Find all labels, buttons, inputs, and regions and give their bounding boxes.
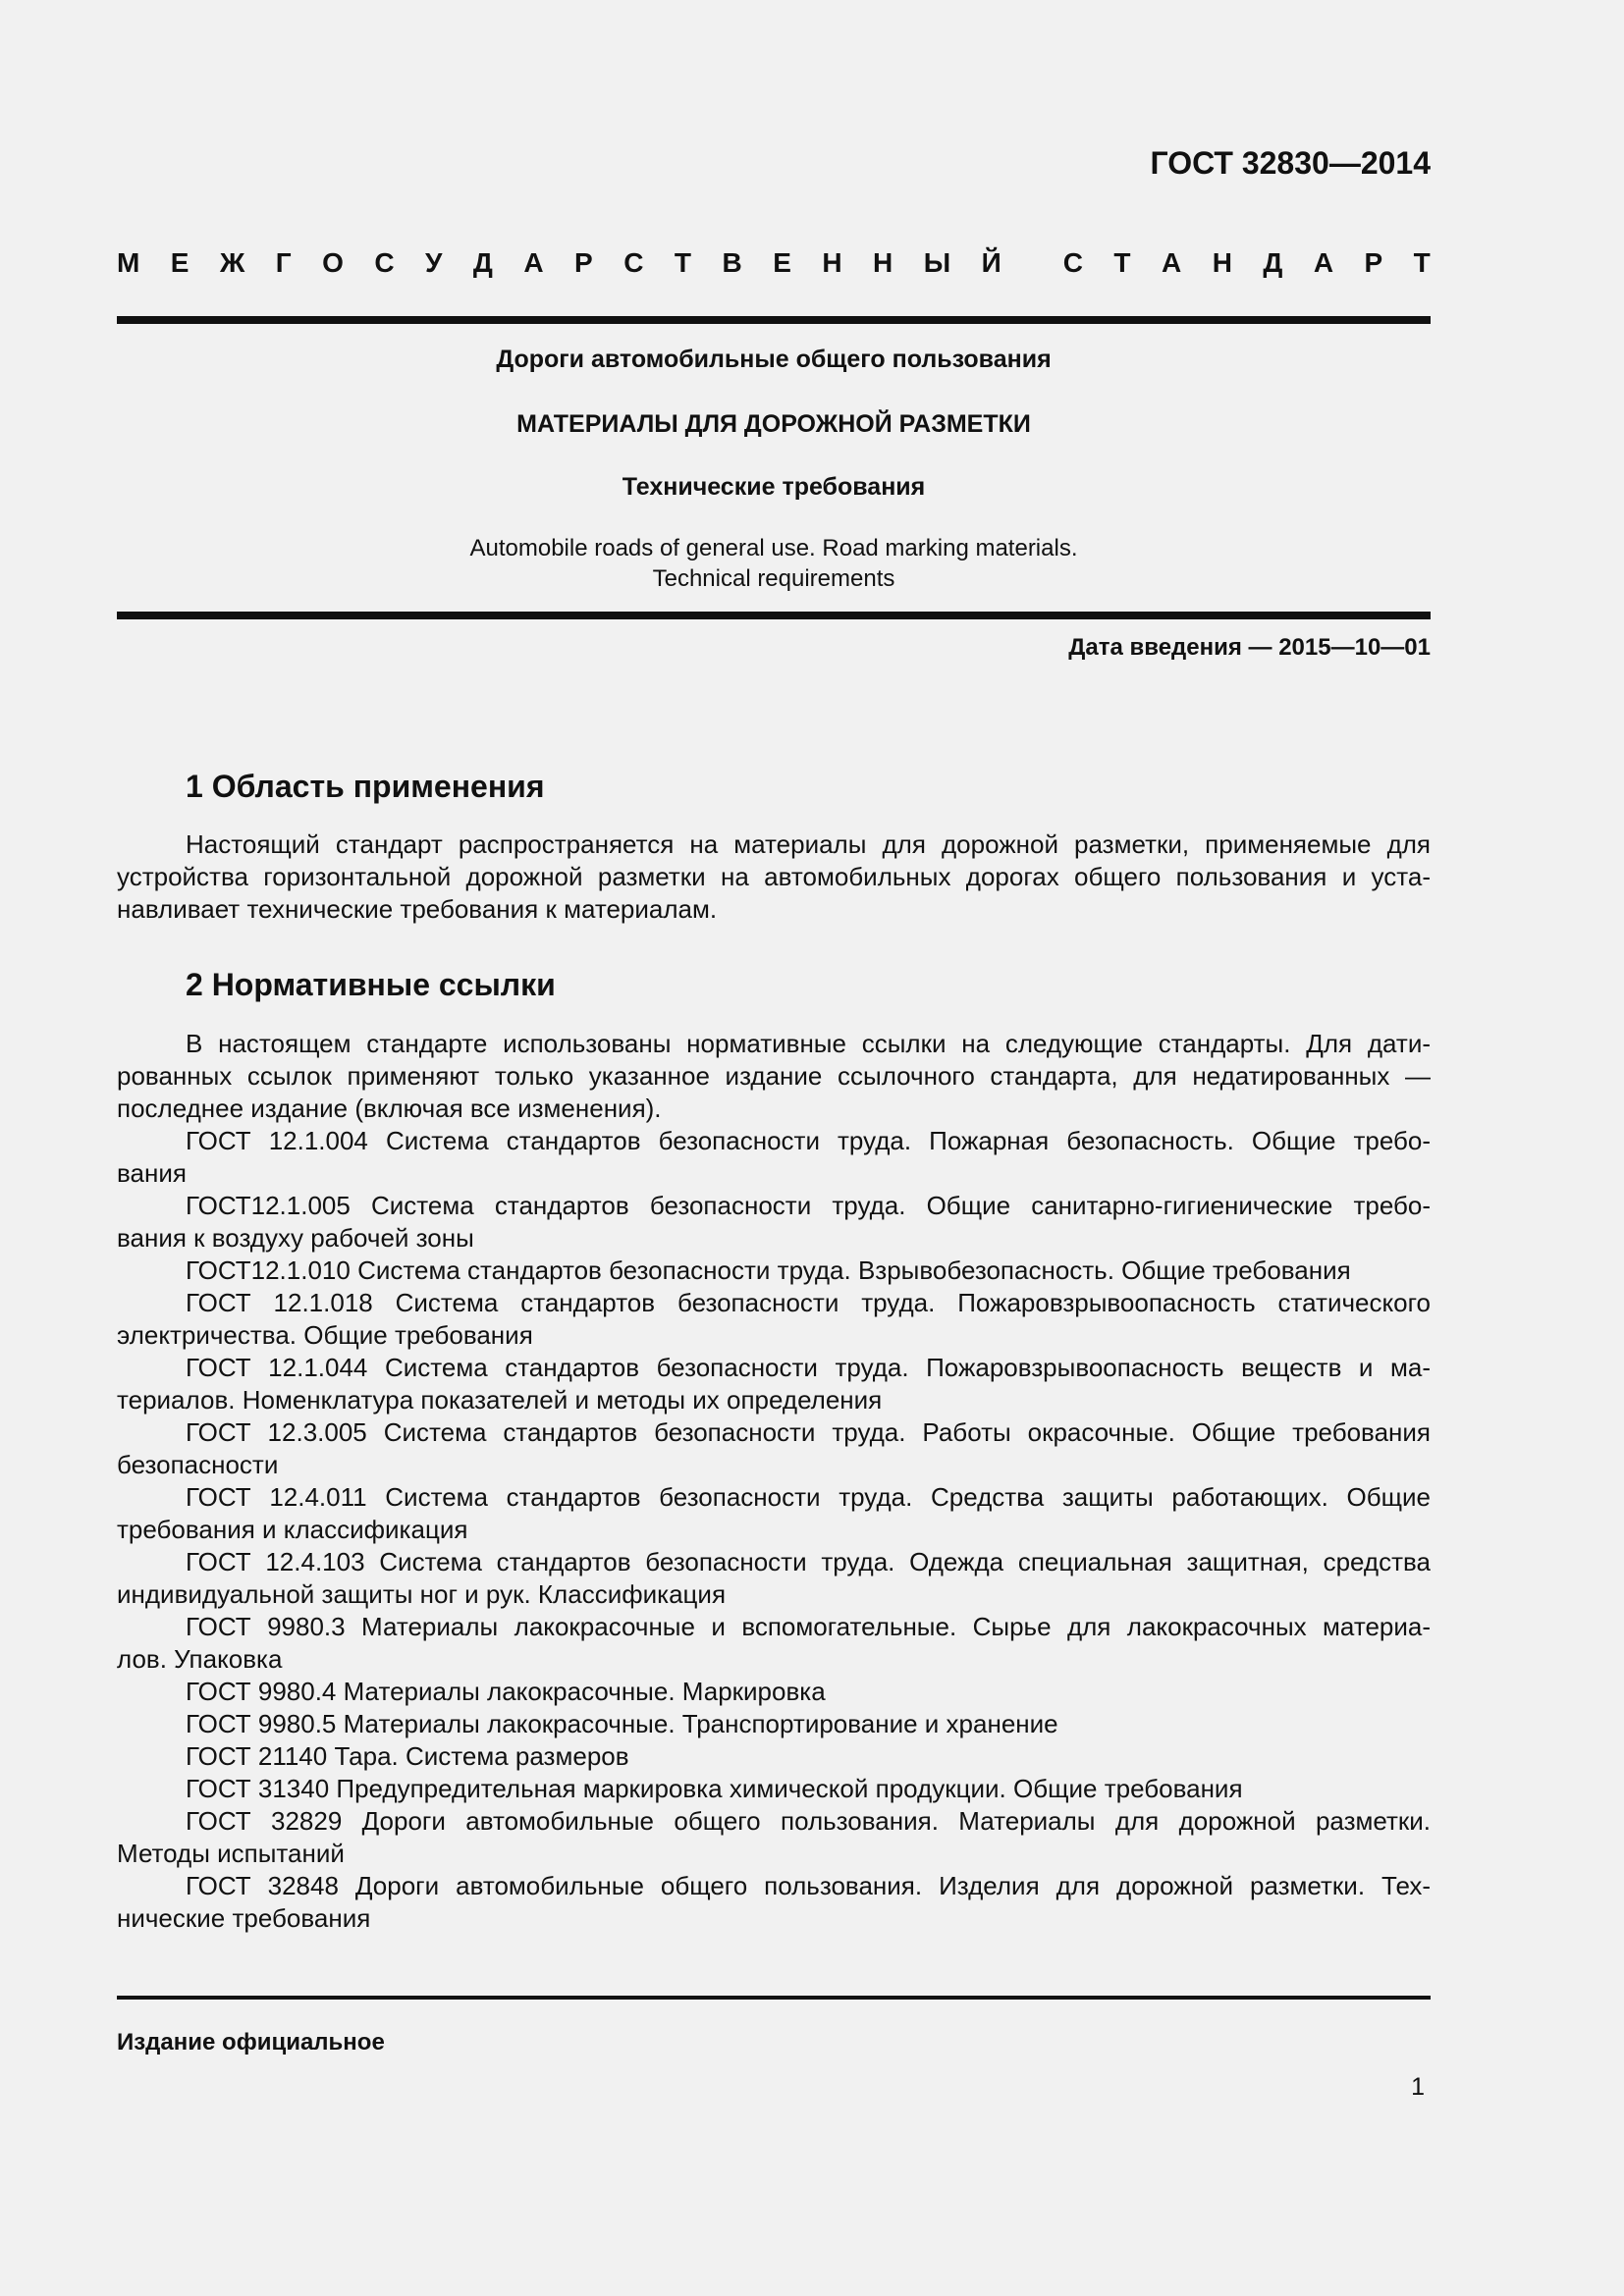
title-main: МАТЕРИАЛЫ ДЛЯ ДОРОЖНОЙ РАЗМЕТКИ: [516, 410, 1031, 438]
section-1-body: [117, 828, 1431, 926]
document-code: ГОСТ 32830—2014: [1150, 145, 1431, 181]
reference-line: ГОСТ 32829 Дороги автомобильные общего пользования. Материалы для дорожной разметки.: [186, 1806, 1431, 1836]
standard-type-letter: Е: [773, 247, 791, 278]
standard-type-letter: С: [374, 247, 395, 278]
standard-type-letter: А: [1313, 247, 1334, 278]
standard-type-letter: Р: [1364, 247, 1383, 278]
footer-rule: [117, 1996, 1431, 2000]
official-edition-note: Издание официальное: [117, 2029, 385, 2056]
standard-type-letter: В: [722, 247, 742, 278]
title-english: [117, 533, 1431, 594]
standard-type-letter: О: [322, 247, 344, 278]
standard-type-letter: Н: [1212, 247, 1232, 278]
title-english-line: Automobile roads of general use. Road marking materials.: [469, 535, 1078, 561]
standard-type-letter: Ж: [219, 247, 245, 278]
reference-line: ГОСТ12.1.010 Система стандартов безопасности труда. Взрывобезопасность. Общие требования: [186, 1255, 1351, 1285]
text-line: последнее издание (включая все изменения).: [117, 1094, 662, 1123]
reference-line: ГОСТ 12.1.018 Система стандартов безопасности труда. Пожаровзрывоопасность статического: [186, 1288, 1431, 1317]
standard-type-letter: Д: [1263, 247, 1283, 278]
text-line: рованных ссылок применяют только указанное издание ссылочного стандарта, для недатированных —: [117, 1061, 1431, 1091]
title-english-line: Technical requirements: [652, 565, 895, 592]
text-line: навливает технические требования к материалам.: [117, 894, 718, 924]
reference-line: электричества. Общие требования: [117, 1320, 533, 1350]
standard-type-letter: Н: [873, 247, 893, 278]
reference-line: ГОСТ 32848 Дороги автомобильные общего пользования. Изделия для дорожной разметки. Тех-: [186, 1871, 1431, 1900]
standard-type-letter: Й: [981, 247, 1001, 278]
text-line: В настоящем стандарте использованы нормативные ссылки на следующие стандарты. Для дати-: [186, 1029, 1431, 1058]
text-line: устройства горизонтальной дорожной разметки на автомобильных дорогах общего пользования и уста-: [117, 862, 1431, 891]
standard-type-letter: Д: [472, 247, 493, 278]
reference-line: ГОСТ 9980.4 Материалы лакокрасочные. Маркировка: [186, 1677, 826, 1706]
reference-line: безопасности: [117, 1450, 279, 1479]
reference-line: ГОСТ 12.1.044 Система стандартов безопасности труда. Пожаровзрывоопасность веществ и ма-: [186, 1353, 1431, 1382]
standard-type-letter: Г: [275, 247, 292, 278]
reference-line: ГОСТ 12.4.011 Система стандартов безопасности труда. Средства защиты работающих. Общие: [186, 1482, 1431, 1512]
reference-line: вания: [117, 1158, 187, 1188]
reference-line: ГОСТ 21140 Тара. Система размеров: [186, 1741, 629, 1771]
header-rule-bottom: [117, 612, 1431, 619]
standard-type-letter: Ы: [923, 247, 951, 278]
reference-line: ГОСТ 31340 Предупредительная маркировка химической продукции. Общие требования: [186, 1774, 1243, 1803]
standard-type-letter: Н: [822, 247, 842, 278]
title-road-category: Дороги автомобильные общего пользования: [496, 346, 1052, 373]
standard-type-letter: Р: [574, 247, 593, 278]
page-number: 1: [1411, 2073, 1425, 2101]
reference-line: ГОСТ 12.3.005 Система стандартов безопасности труда. Работы окрасочные. Общие требования: [186, 1417, 1431, 1447]
standard-type-heading: [117, 247, 1431, 279]
reference-line: ГОСТ 9980.5 Материалы лакокрасочные. Транспортирование и хранение: [186, 1709, 1058, 1738]
introduction-date: Дата введения — 2015—10—01: [1068, 634, 1431, 661]
standard-type-letter: С: [1062, 247, 1083, 278]
standard-type-letter: А: [1161, 247, 1182, 278]
header-rule-top: [117, 316, 1431, 324]
section-2-body: [117, 1028, 1431, 1935]
standard-type-letter: Е: [170, 247, 189, 278]
standard-type-letter: У: [425, 247, 443, 278]
reference-line: териалов. Номенклатура показателей и методы их определения: [117, 1385, 883, 1415]
reference-line: требования и классификация: [117, 1515, 468, 1544]
title-requirements: Технические требования: [622, 473, 926, 501]
reference-line: Методы испытаний: [117, 1839, 345, 1868]
reference-line: вания к воздуху рабочей зоны: [117, 1223, 474, 1253]
reference-line: лов. Упаковка: [117, 1644, 283, 1674]
reference-line: индивидуальной защиты ног и рук. Классификация: [117, 1579, 727, 1609]
standard-type-letter: Т: [1413, 247, 1431, 278]
standard-type-letter: Т: [1113, 247, 1131, 278]
reference-line: нические требования: [117, 1903, 371, 1933]
reference-line: ГОСТ12.1.005 Система стандартов безопасности труда. Общие санитарно-гигиенические требо-: [186, 1191, 1431, 1220]
text-line: Настоящий стандарт распространяется на материалы для дорожной разметки, применяемые для: [186, 829, 1431, 859]
reference-line: ГОСТ 12.4.103 Система стандартов безопасности труда. Одежда специальная защитная, средства: [186, 1547, 1431, 1576]
standard-type-letter: А: [523, 247, 544, 278]
standard-type-letter: Т: [674, 247, 692, 278]
reference-line: ГОСТ 12.1.004 Система стандартов безопасности труда. Пожарная безопасность. Общие требо-: [186, 1126, 1431, 1155]
section-2-heading: 2 Нормативные ссылки: [186, 967, 556, 1002]
section-1-heading: 1 Область применения: [186, 769, 545, 804]
reference-line: ГОСТ 9980.3 Материалы лакокрасочные и вспомогательные. Сырье для лакокрасочных материа-: [186, 1612, 1431, 1641]
standard-type-letter: М: [117, 247, 140, 278]
standard-type-letter: С: [623, 247, 644, 278]
